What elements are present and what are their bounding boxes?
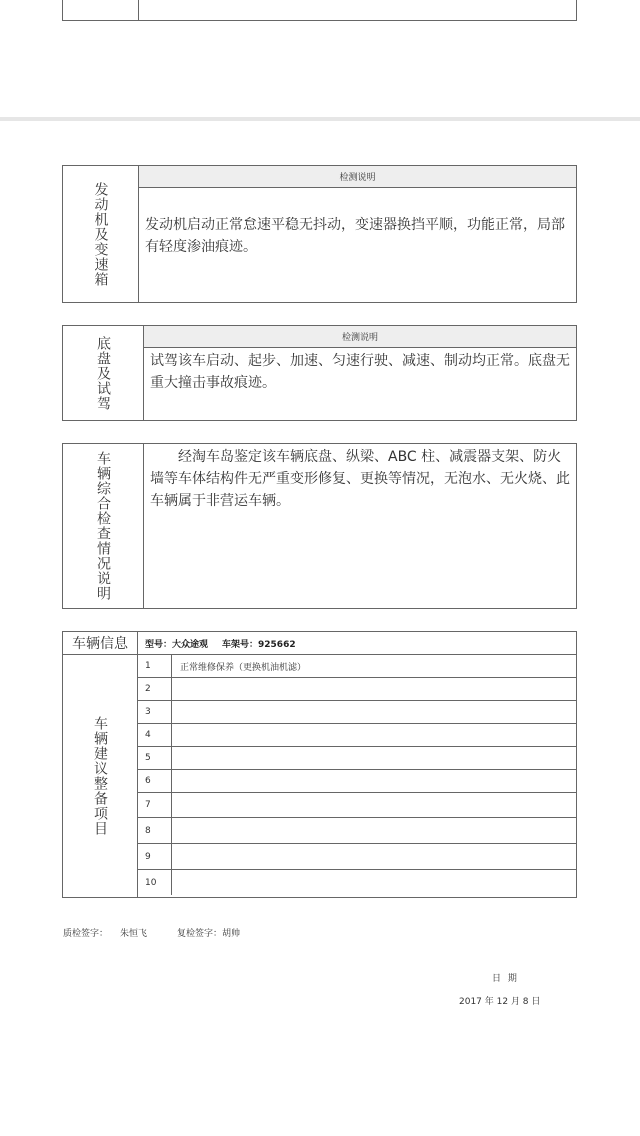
list-item [138,793,576,818]
chassis-description: 试驾该车启动、起步、加速、匀速行驶、减速、制动均正常。底盘无重大撞击事故痕迹。 [150,353,570,391]
item-number: 2 [138,678,172,700]
list-item [138,724,576,747]
item-number: 10 [138,870,172,895]
qc-signature-name: 朱恒飞 [120,929,148,939]
vehicle-model: 型号：大众途观 [145,639,209,650]
list-item [138,770,576,793]
item-text [172,844,576,869]
item-number: 1 [138,655,172,677]
summary-content [144,444,576,608]
item-number: 9 [138,844,172,869]
vehicle-frame-number: 车架号：925662 [222,639,296,650]
summary-description: 经淘车岛鉴定该车辆底盘、纵梁、ABC 柱、减震器支架、防火墙等车体结构件无严重变形修复、更换等情况，无泡水、无火烧、此车辆属于非营运车辆。 [150,449,570,509]
previous-table-divider [138,0,139,20]
item-text [172,724,576,746]
item-number: 3 [138,701,172,723]
engine-content [139,166,576,302]
item-number: 7 [138,793,172,817]
recheck-signature-label: 复检签字： [177,929,223,939]
list-item [138,655,576,678]
item-text [172,793,576,817]
item-text [172,678,576,700]
engine-description: 发动机启动正常怠速平稳无抖动，变速器换挡平顺，功能正常，局部有轻度渗油痕迹。 [145,217,565,255]
list-item [138,818,576,844]
items-label: 车辆建议整备项目 [92,716,108,836]
item-text [172,770,576,792]
vehicle-section [62,631,577,898]
list-item [138,844,576,870]
chassis-content [144,326,576,420]
summary-section [62,443,577,609]
list-item [138,701,576,724]
previous-table-fragment [62,0,577,21]
item-number: 4 [138,724,172,746]
list-item [138,747,576,770]
item-text [172,870,576,895]
engine-label-cell [63,166,139,302]
qc-signature-label: 质检签字： [63,929,109,939]
chassis-section [62,325,577,421]
page-divider [0,117,640,121]
engine-header: 检测说明 [139,166,576,188]
vehicle-info-detail [145,632,296,654]
date-value: 2017 年 12 月 8 日 [459,997,541,1007]
chassis-label-cell [63,326,144,420]
item-text: 正常维修保养（更换机油机滤） [180,662,307,673]
items-label-cell [63,655,138,897]
items-list [138,655,576,897]
item-text [172,701,576,723]
signature-line [63,926,240,939]
vehicle-info-title: 车辆信息 [63,632,138,654]
item-number: 5 [138,747,172,769]
item-number: 8 [138,818,172,843]
item-text [172,818,576,843]
date-label: 日 期 [492,974,519,984]
list-item [138,678,576,701]
chassis-header: 检测说明 [144,326,576,348]
vehicle-info-row [63,632,576,655]
list-item [138,870,576,895]
recheck-signature-name: 胡帅 [222,929,241,939]
engine-section [62,165,577,303]
summary-label: 车辆综合检查情况说明 [95,451,111,601]
engine-label: 发动机及变速箱 [92,181,109,287]
item-text [172,747,576,769]
summary-label-cell [63,444,144,608]
item-number: 6 [138,770,172,792]
chassis-label: 底盘及试驾 [95,335,111,411]
